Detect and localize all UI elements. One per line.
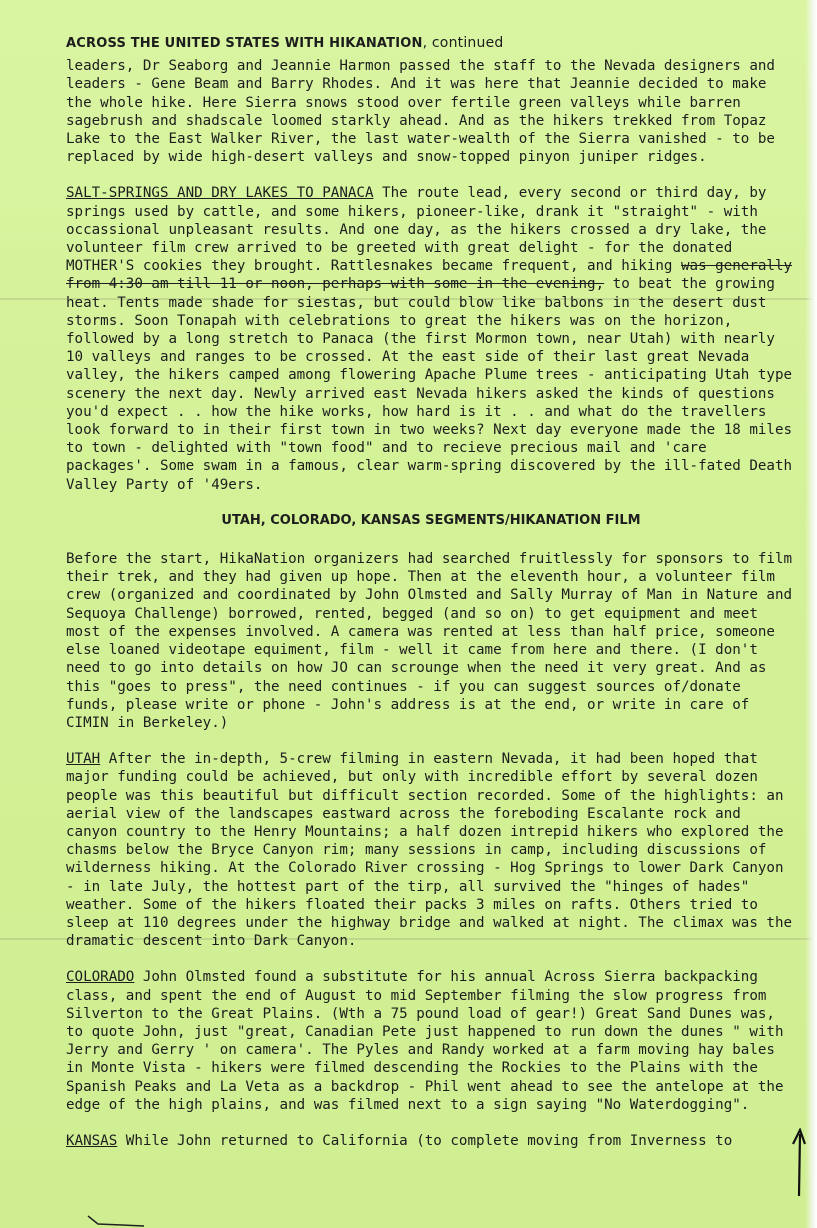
salt-springs-paragraph — [66, 184, 796, 493]
kansas-text: While John returned to California (to complete moving from Inverness to — [117, 1132, 733, 1149]
colorado-paragraph — [66, 968, 796, 1114]
utah-paragraph — [66, 750, 796, 950]
film-paragraph: Before the start, HikaNation organizers had searched fruitlessly for sponsors to film their trek, and they had given up hope. Then at the eleventh hour, a volunteer film crew (organized and coordinated by John Olmsted and Sally Murray of Man in Nature and Sequoya Challenge) borrowed, rented, begged (and so on) to get equipment and meet most of the expenses involved. A camera was rented at less than half price, someone else loaned videotape equiment, film - well it came from here and there. (I don't need to go into details on how JO can scrounge when the need it very great. And as this "goes to press", the need continues - if you can suggest sources of/donate funds, please write or phone - John's address is at the end, or write in care of CIMIN in Berkeley.) — [66, 551, 793, 731]
kansas-paragraph — [66, 1132, 796, 1150]
page-heading — [66, 34, 796, 53]
salt-springs-text-a: The route lead, every second or third day, by springs used by cattle, and some hikers, pioneer-like, drank it "straight" - with occassional unpleasant results. And one day, as the hikers crossed a dry lake, the volunteer film crew arrived to be greeted with great delight - for the donated MOTHER'S cookies they brought. Rattlesnakes became frequent, and hiking — [66, 185, 767, 275]
heading-title: ACROSS THE UNITED STATES WITH HIKANATION — [66, 36, 423, 51]
paper-edge — [805, 0, 817, 1228]
kansas-lead: KANSAS — [66, 1132, 118, 1149]
document-body — [66, 34, 796, 1168]
salt-springs-struck-text: was generally from 4:30 am till 11 or noon, perhaps with some in the evening, — [66, 258, 793, 293]
intro-paragraph: leaders, Dr Seaborg and Jeannie Harmon passed the staff to the Nevada designers and leaders - Gene Beam and Barry Rhodes. And it was here that Jeannie decided to make the whole hike. Here Sierra snows stood over fertile green valleys while barren sagebrush and shadscale loomed starkly ahead. And as the hikers trekked from Topaz Lake to the East Walker River, the last water-wealth of the Sierra vanished - to be replaced by wide high-desert valleys and snow-topped pinyon juniper ridges. — [66, 58, 775, 166]
page-corner-mark — [86, 1214, 146, 1228]
utah-lead: UTAH — [66, 751, 101, 768]
heading-continued: , continued — [422, 35, 504, 51]
salt-springs-text-b: to beat the growing heat. Tents made shade for siestas, but could blow like balbons in the desert dust storms. Soon Tonapah with celebrations to great the hikers was on the horizon, followed by a long stretch to Panaca (the first Mormon town, near Utah) with nearly 10 valleys and ranges to be crossed. At the east side of their last great Nevada valley, the hikers camped among flowering Apache Plume trees - anticipating Utah type scenery the next day. Newly arrived east Nevada hikers asked the kinds of questions you'd expect . . how the hike works, how hard is it . . and what do the travellers look forward to in their first town in two weeks? Next day everyone made the 18 miles to town - delighted with "town food" and to recieve precious mail and 'care packages'. Some swam in a famous, clear warm-spring discovered by the ill-fated Death Valley Party of '49ers. — [66, 276, 793, 493]
colorado-text: John Olmsted found a substitute for his annual Across Sierra backpacking class, and spent the end of August to mid September filming the slow progress from Silverton to the Great Plains. (Wth a 75 pound load of gear!) Great Sand Dunes was, to quote John, just "great, Canadian Pete just happened to run down the dunes " with Jerry and Gerry ' on camera'. The Pyles and Randy worked at a farm moving hay bales in Monte Vista - hikers were filmed descending the Rockies to the Plains with the Spanish Peaks and La Veta as a backdrop - Phil went ahead to see the antelope at the edge of the high plains, and was filmed next to a sign saying "No Waterdogging". — [66, 969, 784, 1113]
film-section-heading: UTAH, COLORADO, KANSAS SEGMENTS/HIKANATION FILM — [221, 512, 641, 528]
colorado-lead: COLORADO — [66, 969, 135, 986]
utah-text: After the in-depth, 5-crew filming in eastern Nevada, it had been hoped that major funding could be achieved, but only with incredible effort by several dozen people was this beautiful but difficult section recorded. Some of the highlights: an aerial view of the landscapes eastward across the foreboding Escalante rock and canyon country to the Henry Mountains; a half dozen intrepid hikers who explored the chasms below the Bryce Canyon rim; many sessions in camp, including discussions of wilderness hiking. At the Colorado River crossing - Hog Springs to lower Dark Canyon - in late July, the hottest part of the tirp, all survived the "hinges of hades" weather. Some of the hikers floated their packs 3 miles on rafts. Others tried to sleep at 110 degrees under the highway bridge and walked at night. The climax was the dramatic descent into Dark Canyon. — [66, 751, 793, 950]
salt-springs-lead: SALT-SPRINGS AND DRY LAKES TO PANACA — [66, 185, 374, 202]
